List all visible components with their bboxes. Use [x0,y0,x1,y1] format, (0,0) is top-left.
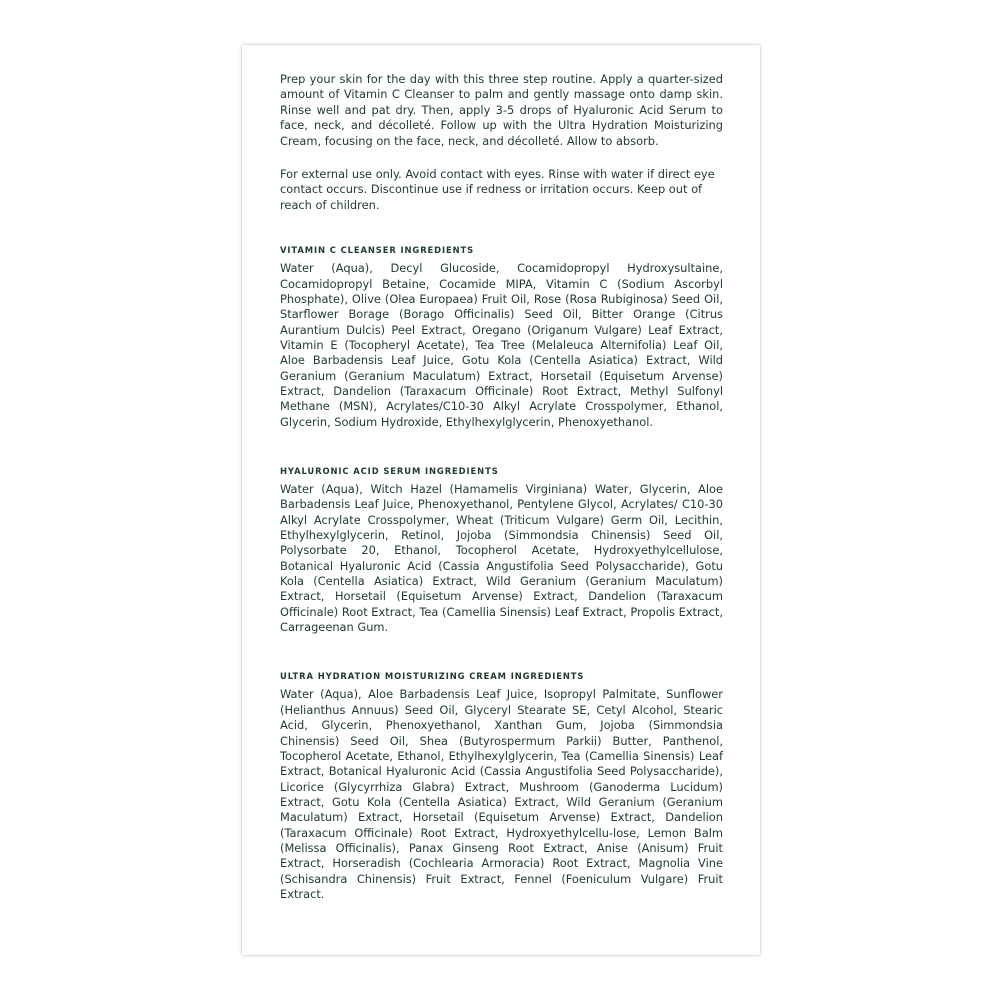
ingredients-label-card [242,45,760,955]
section-moisturizing-cream [280,671,723,902]
section-hyaluronic-acid-serum [280,466,723,635]
ingredient-list: Water (Aqua), Witch Hazel (Hamamelis Virginiana) Water, Glycerin, Aloe Barbadensis Leaf Juice, Phenoxyethanol, Pentylene Glycol, Acrylates/ C10-30 Alkyl Acrylate Crosspolymer, Wheat (Triticum Vulgare) Germ Oil, Lecithin, Ethylhexylglycerin, Retinol, Jojoba (Simmondsia Chinensis) Seed Oil, Polysorbate 20, Ethanol, Tocopherol Acetate, Hydroxyethylcellulose, Botanical Hyaluronic Acid (Cassia Angustifolia Seed Polysaccharide), Gotu Kola (Centella Asiatica) Extract, Wild Geranium (Geranium Maculatum) Extract, Horsetail (Equisetum Arvense) Extract, Dandelion (Taraxacum Officinale) Root Extract, Tea (Camellia Sinensis) Leaf Extract, Propolis Extract, Carrageenan Gum. [280,482,723,635]
section-title: HYALURONIC ACID SERUM INGREDIENTS [280,466,499,477]
ingredient-list: Water (Aqua), Aloe Barbadensis Leaf Juice, Isopropyl Palmitate, Sunflower (Helianthus Annuus) Seed Oil, Glyceryl Stearate SE, Cetyl Alcohol, Stearic Acid, Glycerin, Phenoxyethanol, Xanthan Gum, Jojoba (Simmondsia Chinensis) Seed Oil, Shea (Butyrospermum Parkii) Butter, Panthenol, Tocopherol Acetate, Ethanol, Ethylhexylglycerin, Tea (Camellia Sinensis) Leaf Extract, Botanical Hyaluronic Acid (Cassia Angustifolia Seed Polysaccharide), Licorice (Glycyrrhiza Glabra) Extract, Mushroom (Ganoderma Lucidum) Extract, Gotu Kola (Centella Asiatica) Extract, Wild Geranium (Geranium Maculatum) Extract, Horsetail (Equisetum Arvense) Extract, Dandelion (Taraxacum Officinale) Root Extract, Hydroxyethylcellu-lose, Lemon Balm (Melissa Officinalis), Panax Ginseng Root Extract, Anise (Anisum) Fruit Extract, Horseradish (Cochlearia Armoracia) Root Extract, Magnolia Vine (Schisandra Chinensis) Fruit Extract, Fennel (Foeniculum Vulgare) Fruit Extract. [280,687,723,901]
section-vitamin-c-cleanser [280,245,723,430]
section-title: ULTRA HYDRATION MOISTURIZING CREAM INGREDIENTS [280,671,585,682]
warning-paragraph: For external use only. Avoid contact with eyes. Rinse with water if direct eye contact occurs. Discontinue use if redness or irritation occurs. Keep out of reach of children. [280,167,715,212]
section-title: VITAMIN C CLEANSER INGREDIENTS [280,245,475,256]
ingredient-list: Water (Aqua), Decyl Glucoside, Cocamidopropyl Hydroxysultaine, Cocamidopropyl Betaine, Cocamide MIPA, Vitamin C (Sodium Ascorbyl Phosphate), Olive (Olea Europaea) Fruit Oil, Rose (Rosa Rubiginosa) Seed Oil, Starflower Borage (Borago Officinalis) Seed Oil, Bitter Orange (Citrus Aurantium Dulcis) Peel Extract, Oregano (Origanum Vulgare) Leaf Extract, Vitamin E (Tocopheryl Acetate), Tea Tree (Melaleuca Alternifolia) Leaf Oil, Aloe Barbadensis Leaf Juice, Gotu Kola (Centella Asiatica) Extract, Wild Geranium (Geranium Maculatum) Extract, Horsetail (Equisetum Arvense) Extract, Dandelion (Taraxacum Officinale) Root Extract, Methyl Sulfonyl Methane (MSN), Acrylates/C10-30 Alkyl Acrylate Crosspolymer, Ethanol, Glycerin, Sodium Hydroxide, Ethylhexylglycerin, Phenoxyethanol. [280,261,723,429]
directions-paragraph: Prep your skin for the day with this three step routine. Apply a quarter-sized amount of Vitamin C Cleanser to palm and gently massage onto damp skin. Rinse well and pat dry. Then, apply 3-5 drops of Hyaluronic Acid Serum to face, neck, and décolleté. Follow up with the Ultra Hydration Moisturizing Cream, focusing on the face, neck, and décolleté. Allow to absorb. [280,72,723,148]
